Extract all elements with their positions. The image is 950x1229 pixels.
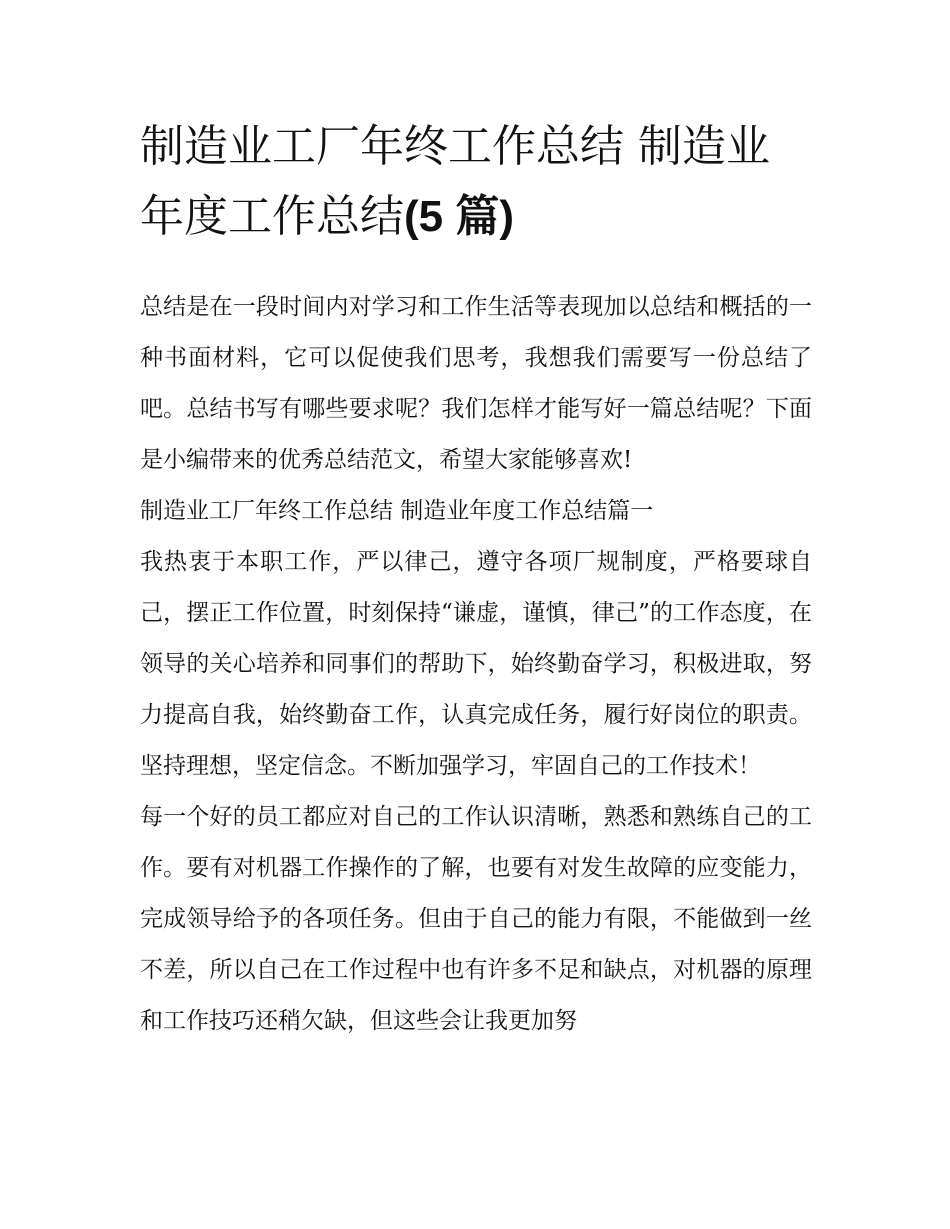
body-paragraph: 每一个好的员工都应对自己的工作认识清晰，熟悉和熟练自己的工作。要有对机器工作操作的了解，也要有对发生故障的应变能力，完成领导给予的各项任务。但由于自己的能力有限，不能做到一丝不差，所以自己在工作过程中也有许多不足和缺点，对机器的原理和工作技巧还稍欠缺，但这些会让我更加努	[140, 804, 812, 1034]
body-paragraph: 我热衷于本职工作，严以律己，遵守各项厂规制度，严格要球自己，摆正工作位置，时刻保持“谦虚，谨慎，律己”的工作态度，在领导的关心培养和同事们的帮助下，始终勤奋学习，积极进取，努力提高自我，始终勤奋工作，认真完成任务，履行好岗位的职责。坚持理想，坚定信念。不断加强学习，牢固自己的工作技术！	[140, 549, 812, 779]
section-heading: 制造业工厂年终工作总结 制造业年度工作总结篇一	[140, 498, 654, 524]
intro-paragraph: 总结是在一段时间内对学习和工作生活等表现加以总结和概括的一种书面材料，它可以促使我们思考，我想我们需要写一份总结了吧。总结书写有哪些要求呢？我们怎样才能写好一篇总结呢？下面是小编带来的优秀总结范文，希望大家能够喜欢!	[140, 294, 812, 473]
document-title-main: 制造业工厂年终工作总结 制造业年度工作总结	[140, 121, 770, 242]
document-body	[140, 282, 812, 1047]
document-page	[140, 112, 812, 1047]
document-title-suffix: (5 篇)	[404, 192, 514, 241]
document-title	[140, 112, 812, 252]
